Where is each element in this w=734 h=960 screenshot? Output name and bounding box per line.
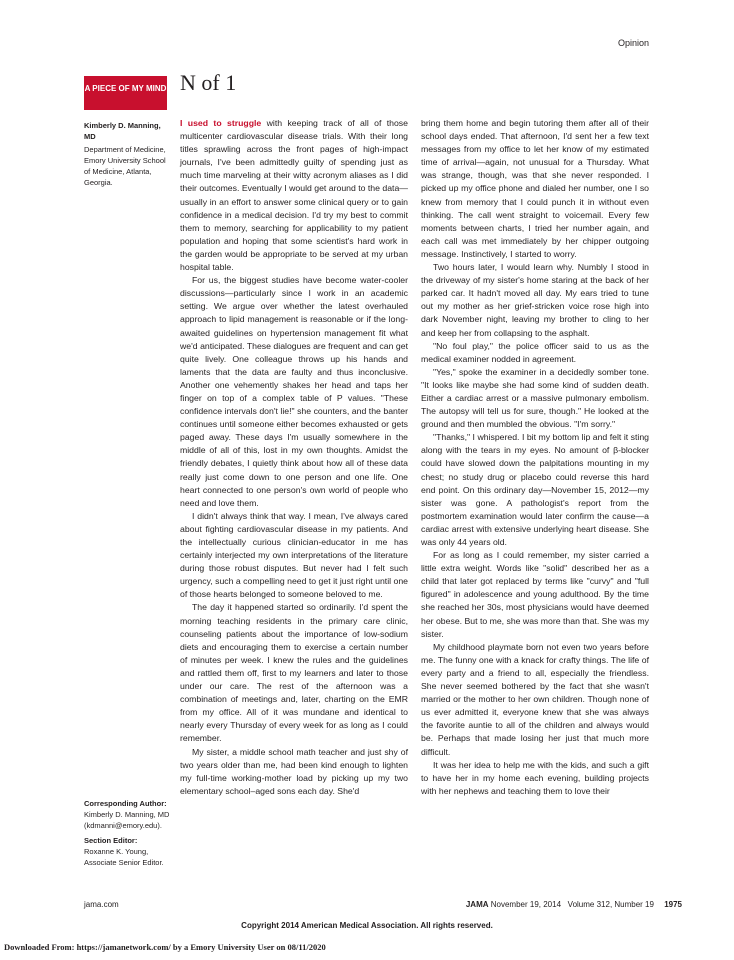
article-title: N of 1 (180, 70, 237, 95)
corresponding-author-label: Corresponding Author: (84, 799, 167, 808)
footer-citation (466, 900, 682, 909)
page-number: 1975 (664, 900, 682, 909)
download-notice: Downloaded From: https://jamanetwork.com/ by a Emory University User on 08/11/2020 (4, 942, 326, 952)
article-column-1 (180, 117, 408, 798)
copyright-notice: Copyright 2014 American Medical Association. All rights reserved. (241, 921, 493, 930)
paragraph (180, 117, 408, 274)
column-badge: A PIECE OF MY MIND (84, 76, 167, 110)
paragraph: "Yes," spoke the examiner in a decidedly somber tone. "It looks like maybe she had some kind of sudden death. Either a cardiac arrest or a massive pulmonary embolism. The autopsy will tell us for sure, though." He looked at the ground and then mumbled the obvious. "I'm sorry." (421, 366, 649, 430)
lead-in: I used to struggle (180, 118, 262, 128)
paragraph: For us, the biggest studies have become water-cooler discussions—particularly since I work in an academic setting. We argue over whether the latest overhauled approach to lipid management is reasonable or if the long-awaited guidelines on hypertension management fit what we'd anticipated. These dialogues are frequent and can get quite lively. One colleague throws up his hands and laments that the data are faulty and thus inconclusive. Another one vehemently shakes her head and taps her finger on top of a complex table of P values. "These confidence intervals don't lie!" she counters, and the banter continues until someone either becomes exhausted or gets paged away. These days I'm usually somewhere in the middle of all of this, lost in my own thoughts. Amidst the friendly debates, I quietly think about how all of these data really just come down to one person and one life. One heart connected to one person's own world of people who need and love them. (180, 275, 408, 508)
paragraph: My childhood playmate born not even two years before me. The funny one with a knack for crafty things. The life of every party and a friend to all, especially the friendless. She never seemed bothered by the fact that she wasn't married or the mother to her own children. Though none of us ever admitted it, everyone knew that she was always the favorite auntie to all of the children and always would be. Perhaps that made losing her just that much more difficult. (421, 641, 649, 757)
paragraph: I didn't always think that way. I mean, I've always cared about fighting cardiovascular disease in my patients. And the intellectually curious clinician-educator in me has certainly interjected my own interpretations of the literature during those robust disputes. But never had I felt such urgency, such a compelling need to get it just right until one of those hearts belonged to someone beloved to me. (180, 510, 408, 600)
author-block (84, 120, 174, 188)
paragraph: "No foul play," the police officer said to us as the medical examiner nodded in agreement. (421, 340, 649, 364)
paragraph: It was her idea to help me with the kids, and such a gift to have her in my home each evening, building projects with her nephews and teaching them to love their (421, 759, 649, 796)
section-editor-text: Roxanne K. Young, Associate Senior Editor. (84, 847, 164, 867)
paragraph: For as long as I could remember, my sister carried a little extra weight. Words like "solid" described her as a child that later got replaced by terms like "curvy" and "full figured" in adolescence and young adulthood. By the time she reached her 30s, most physicians would have deemed her obese. But to me, she was more than that. She was my sister. (421, 550, 649, 639)
paragraph: "Thanks," I whispered. I bit my bottom lip and felt it sting along with the tears in my eyes. No amount of β-blocker could have slowed down the palpitations mounting in my chest; no study drug or placebo could reverse this hard end point. On this ordinary day—November 15, 2012—my sister was gone. A pathologist's report from the postmortem examination would later confirm the cause—a cardiac arrest with extensive underlying heart disease. She was only 44 years old. (421, 432, 649, 547)
paragraph-text: with keeping track of all of those multicenter cardiovascular disease trials. With their long titles sprawling across the front pages of high-impact journals, I've been admittedly guilty of spending just as much time marveling at their witty acronym aliases as I did their outcomes. Eventually I would get around to the data—usually in an effort to answer some clinical query or to gain confidence in a medical decision. I'd try my best to commit them to memory, searching for applicability to my patient population and hoping that some scientist's hard work in the garden would be appropriate to be served at my urban hospital table. (180, 118, 408, 273)
correspondence-block (84, 798, 176, 868)
corresponding-author-text: Kimberly D. Manning, MD (kdmanni@emory.edu). (84, 810, 170, 830)
section-label: Opinion (618, 38, 650, 48)
footer-issue: November 19, 2014 Volume 312, Number 19 (490, 900, 654, 909)
footer-site: jama.com (84, 900, 119, 909)
paragraph: Two hours later, I would learn why. Numbly I stood in the driveway of my sister's home staring at the back of her parked car. It hadn't moved all day. My ears tried to tune out my mother as her grief-stricken voice rose high into dark November night, leaving my brother to cling to her and keep her from collapsing to the asphalt. (421, 262, 649, 338)
paragraph: bring them home and begin tutoring them after all of their school days ended. That afternoon, I'd sent her a few text messages from my office to let her know of my estimated time of arrival—again, not unusual for a Thursday. What was strange, though, was that she never responded. I picked up my office phone and dialed her number, one I so knew from memory that I could punch it in without even thinking. The call went straight to voicemail. Every few moments between charts, I tried her number again, and each call was met immediately by her chipper outgoing message. Instinctively, I started to worry. (421, 118, 649, 259)
author-affiliation: Department of Medicine, Emory University School of Medicine, Atlanta, Georgia. (84, 145, 166, 187)
footer-journal: JAMA (465, 900, 489, 909)
article-column-2 (421, 117, 649, 798)
paragraph: The day it happened started so ordinarily. I'd spent the morning teaching residents in the primary care clinic, counseling patients about the importance of low-sodium diets and encouraging them to exercise a certain number of minutes per week. I knew the rules and the guidelines and rattled them off, first to my learners and later to those under our care. The rest of the afternoon was a combination of meetings and, later, charting on the EMR from my office. All of it was mundane and identical to nearly every Thursday of every week for as long as I could remember. (180, 602, 408, 744)
author-name: Kimberly D. Manning, MD (84, 121, 161, 141)
paragraph: My sister, a middle school math teacher and just shy of two years older than me, had been kind enough to lighten my full-time working-mother load by picking up my two elementary school–aged sons each day. She'd (180, 746, 408, 796)
section-editor-label: Section Editor: (84, 836, 138, 845)
